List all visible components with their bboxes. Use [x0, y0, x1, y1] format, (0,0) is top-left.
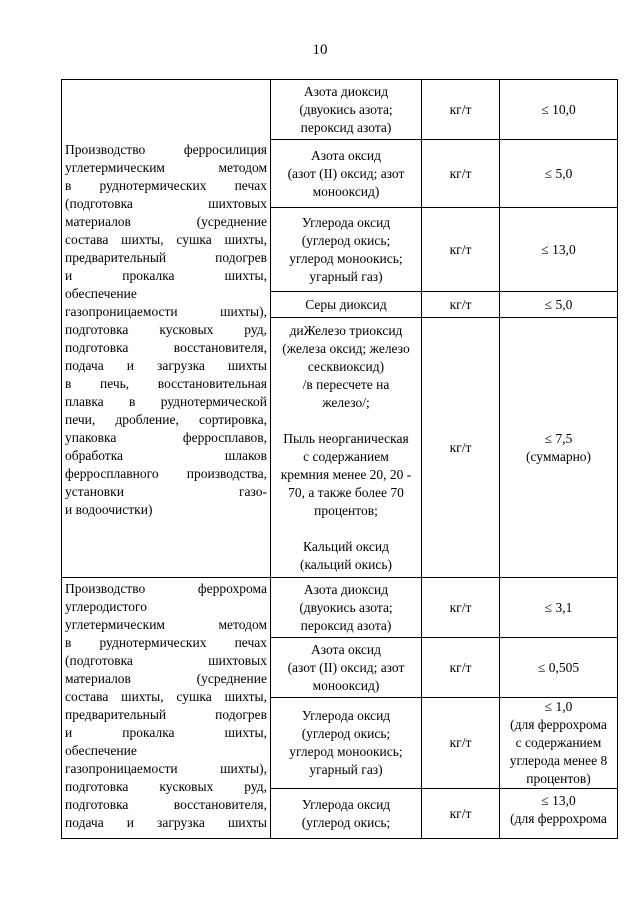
text-line: Азота оксид — [310, 147, 382, 163]
substance-cell — [271, 208, 422, 292]
text-line: кремния менее 20, 20 - — [280, 466, 412, 482]
text-line: (азот (II) оксид; азот — [287, 165, 405, 181]
text-line: углерода менее 8 — [509, 753, 608, 768]
process-line: плавка в руднотермической — [65, 393, 267, 409]
process-line: в печь, восстановительная — [65, 375, 267, 391]
process-line: (подготовка шихтовых — [65, 195, 267, 211]
process-line: подготовка кусковых руд, — [65, 321, 267, 337]
text-line: углерод моноокись; — [289, 250, 403, 266]
text-line: Пыль неорганическая — [283, 430, 409, 446]
text-line: 70, а также более 70 — [288, 484, 404, 500]
process-line: в руднотермических печах — [65, 177, 267, 193]
text-line: углерод моноокись; — [289, 744, 403, 759]
text-line: Азота диоксид — [303, 581, 389, 597]
table-row — [62, 80, 618, 140]
process-line: упаковка ферросплавов, — [65, 429, 267, 445]
substance-cell — [271, 578, 422, 638]
process-line: и водоочистки) — [65, 501, 153, 517]
unit-cell: кг/т — [422, 140, 500, 208]
text-line: ≤ 3,1 — [544, 599, 573, 615]
process-line: подготовка восстановителя, — [65, 339, 267, 355]
text-line: Азота диоксид — [303, 83, 389, 99]
substance-cell — [271, 80, 422, 140]
limit-cell — [500, 638, 618, 698]
text-line: сесквиоксид) — [307, 358, 385, 374]
text-line: ≤ 13,0 — [541, 793, 576, 808]
limit-cell — [500, 140, 618, 208]
text-line: пероксид азота) — [300, 119, 392, 135]
text-line: процентов) — [526, 771, 591, 786]
text-line: (для феррохрома — [510, 811, 607, 826]
process-line: и прокалка шихты, — [65, 267, 267, 283]
unit-cell: кг/т — [422, 208, 500, 292]
text-line: (для феррохрома — [510, 717, 607, 732]
text-line: диЖелезо триоксид — [289, 322, 403, 338]
process-line: предварительный подогрев — [65, 249, 267, 265]
process-line: углеродистого — [65, 599, 147, 614]
text-line: ≤ 5,0 — [544, 165, 573, 181]
text-line: (углерод окись; — [301, 232, 391, 248]
unit-cell: кг/т — [422, 789, 500, 839]
limit-cell — [500, 80, 618, 140]
process-line: газопроницаемости шихты), — [65, 303, 267, 319]
text-line: (железа оксид; железо — [282, 340, 410, 356]
process-line: обеспечение — [65, 743, 137, 758]
text-line: Кальций оксид — [303, 538, 389, 554]
process-line: (подготовка шихтовых — [65, 653, 267, 668]
limit-cell — [500, 578, 618, 638]
text-line: ≤ 7,5 — [544, 430, 573, 446]
text-line: угарный газ) — [309, 268, 383, 284]
process-line: подача и загрузка шихты — [65, 815, 267, 830]
text-line: ≤ 10,0 — [541, 101, 576, 117]
process-line: материалов (усреднение — [65, 671, 267, 686]
emissions-table-body — [62, 80, 618, 839]
unit-cell: кг/т — [422, 638, 500, 698]
process-line: Производство ферросилиция — [65, 141, 267, 157]
process-line: ферросплавного производства, — [65, 465, 267, 481]
unit-cell: кг/т — [422, 292, 500, 318]
process-line: состава шихты, сушка шихты, — [65, 689, 267, 704]
process-line: газопроницаемости шихты), — [65, 761, 267, 776]
process-line: углетермическим методом — [65, 159, 267, 175]
text-line: Углерода оксид — [301, 214, 391, 230]
text-line: Углерода оксид — [301, 708, 391, 723]
text-line: ≤ 13,0 — [541, 241, 576, 257]
process-line: обработка шлаков — [65, 447, 267, 463]
text-line: (кальций окись) — [299, 556, 393, 572]
text-line: Азота оксид — [310, 641, 382, 657]
substance-cell — [271, 638, 422, 698]
process-line: подача и загрузка шихты — [65, 357, 267, 373]
text-line: (суммарно) — [525, 448, 592, 464]
text-line: Серы диоксид — [305, 296, 387, 312]
process-line: в руднотермических печах — [65, 635, 267, 650]
process-line: Производство феррохрома — [65, 581, 267, 596]
process-line: предварительный подогрев — [65, 707, 267, 722]
text-line: железо/; — [322, 394, 370, 410]
process-line: и прокалка шихты, — [65, 725, 267, 740]
process-line: материалов (усреднение — [65, 213, 267, 229]
process-description-cell — [62, 578, 271, 839]
limit-cell — [500, 292, 618, 318]
text-line: Углерода оксид — [301, 796, 391, 812]
unit-cell: кг/т — [422, 698, 500, 789]
text-line: /в пересчете на — [302, 376, 390, 392]
limit-cell — [500, 318, 618, 578]
process-line: углетермическим методом — [65, 617, 267, 632]
process-line: установки газо- — [65, 483, 267, 499]
unit-cell: кг/т — [422, 318, 500, 578]
process-line: подготовка кусковых руд, — [65, 779, 267, 794]
process-line: печи, дробление, сортировка, — [65, 411, 267, 427]
text-line: пероксид азота) — [300, 617, 392, 633]
text-line: ≤ 5,0 — [544, 296, 573, 312]
page-number: 10 — [312, 42, 328, 58]
text-line: (двуокись азота; — [299, 101, 393, 117]
limit-cell — [500, 208, 618, 292]
text-line: (углерод окись; — [301, 814, 391, 830]
text-line: (углерод окись; — [301, 726, 391, 741]
unit-cell: кг/т — [422, 80, 500, 140]
process-line: обеспечение — [65, 285, 137, 301]
text-line: монооксид) — [312, 183, 380, 199]
text-line: с содержанием — [303, 448, 389, 464]
text-line: ≤ 0,505 — [537, 659, 580, 675]
substance-cell — [271, 789, 422, 839]
limit-cell — [500, 698, 618, 789]
limit-cell — [500, 789, 618, 839]
text-line: (двуокись азота; — [299, 599, 393, 615]
process-line: состава шихты, сушка шихты, — [65, 231, 267, 247]
substance-cell — [271, 140, 422, 208]
substance-cell — [271, 318, 422, 578]
emissions-table — [61, 79, 618, 839]
text-line: ≤ 1,0 — [544, 699, 573, 714]
text-line: с содержанием — [515, 735, 602, 750]
text-line: процентов; — [314, 502, 378, 518]
process-line: подготовка восстановителя, — [65, 797, 267, 812]
unit-cell: кг/т — [422, 578, 500, 638]
text-line: угарный газ) — [309, 762, 383, 777]
substance-cell — [271, 292, 422, 318]
substance-cell — [271, 698, 422, 789]
text-line: монооксид) — [312, 677, 380, 693]
process-description-cell — [62, 80, 271, 578]
table-row — [62, 578, 618, 638]
text-line: (азот (II) оксид; азот — [287, 659, 405, 675]
